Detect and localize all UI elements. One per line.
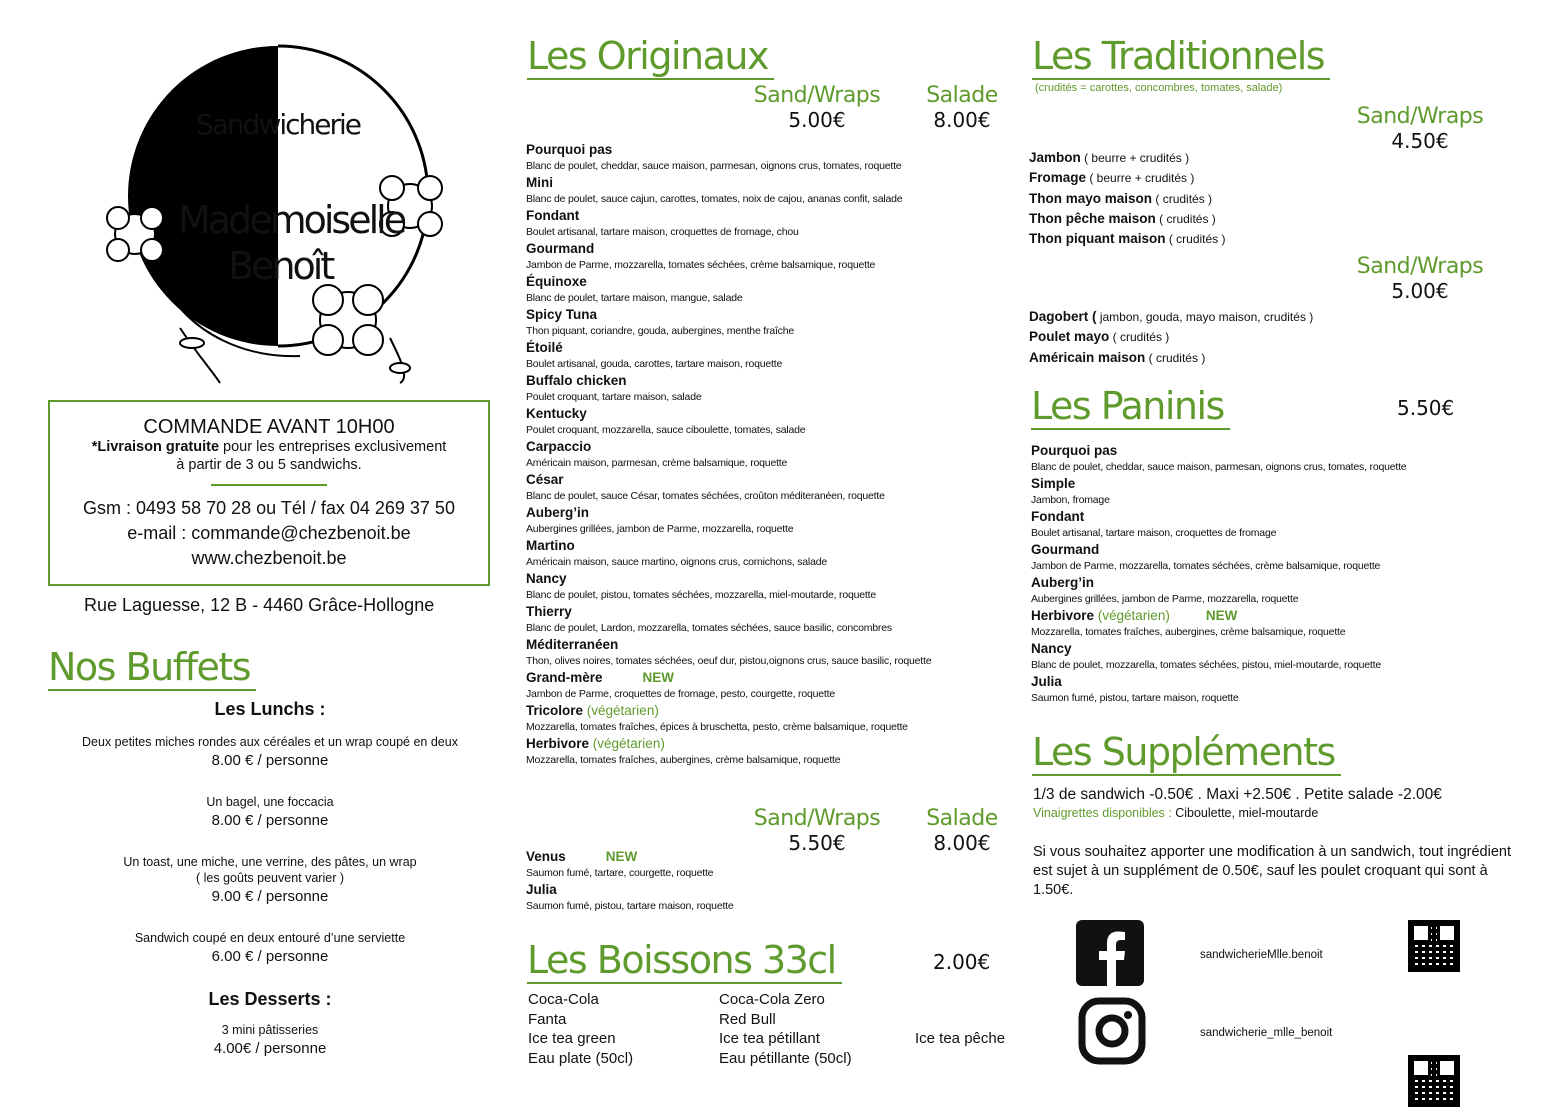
item-name-text: Spicy Tuna [526,307,598,322]
menu-item-name [526,208,1006,224]
menu-item-name [526,849,1006,865]
menu-item-name [1031,575,1511,591]
salade-price: 8.00€ [933,108,991,132]
menu-item-name [526,307,1006,323]
trad-item [1029,348,1313,368]
menu-item-name [1031,608,1511,624]
buffets-title [48,645,256,691]
trad-item [1029,209,1226,229]
buffet-desc: Un bagel, une foccacia [206,795,334,809]
salade-price-b: 8.00€ [933,831,991,855]
trad-item-name: Américain maison [1029,349,1146,365]
menu-item-name [526,340,1006,356]
logo [100,38,460,388]
beverage-item: Coca-Cola Zero [719,991,825,1008]
instagram-handle[interactable]: sandwicherie_mlle_benoit [1200,1027,1333,1039]
supplements-heading: Les Suppléments [1032,730,1341,776]
buffet-option [48,930,492,968]
item-name-text: Julia [526,882,557,897]
trad-item-name: Fromage [1029,170,1087,186]
beverage-item: Eau pétillante (50cl) [719,1049,852,1067]
trad-group2 [1029,307,1313,368]
supplements-title [1032,730,1341,776]
new-badge: NEW [642,670,675,685]
menu-item [526,373,1006,405]
item-name-text: Herbivore [526,736,590,751]
trad-price-1: 4.50€ [1391,129,1449,153]
item-name-text: Méditerranéen [526,637,619,652]
menu-item-name [526,703,1006,719]
traditionnels-title [1032,34,1330,80]
buffet-price: 8.00 € / personne [211,752,329,769]
trad-item [1029,229,1226,249]
trad-item-note: ( crudités ) [1155,211,1216,226]
menu-item-desc: Jambon de Parme, croquettes de fromage, pesto, courgette, roquette [526,688,835,700]
item-name-text: Mini [526,175,553,190]
menu-item [526,637,1006,669]
desserts-title: Les Desserts : [208,989,332,1009]
email-link[interactable]: e-mail : commande@chezbenoit.be [127,523,411,543]
menu-item-name [1031,641,1511,657]
item-name-text: Tricolore [526,703,584,718]
salade-label-b: Salade [926,806,998,831]
menu-item-desc: Saumon fumé, tartare, courgette, roquette [526,867,714,879]
beverage-item: Ice tea green [528,1030,616,1047]
vinaigrettes-line [1033,806,1318,820]
item-name-text: Martino [526,538,575,553]
originaux-heading: Les Originaux [527,34,774,80]
menu-item-desc: Blanc de poulet, sauce cajun, carottes, tomates, noix de cajou, ananas confit, salade [526,193,903,205]
new-badge: NEW [605,849,638,864]
vegetarian-tag: (végétarien) [1094,608,1170,623]
new-badge: NEW [1205,608,1238,623]
menu-item [526,703,1006,735]
menu-item-desc: Saumon fumé, pistou, tartare maison, roquette [1031,692,1239,704]
trad-item-note: ( beurre + crudités ) [1080,151,1190,165]
menu-item-name [1031,443,1511,459]
menu-item [1031,542,1511,574]
menu-item-name [526,175,1006,191]
trad-price-2: 5.00€ [1391,279,1449,303]
delivery-line [50,438,488,456]
order-title: COMMANDE AVANT 10H00 [143,416,395,438]
menu-item-desc: Boulet artisanal, tartare maison, croquettes de fromage [1031,527,1277,539]
lunchs-title: Les Lunchs : [214,699,326,719]
item-name-text: Auberg’in [1031,575,1094,590]
menu-item-desc: Aubergines grillées, jambon de Parme, mozzarella, roquette [526,523,794,535]
menu-item-desc: Américain maison, parmesan, crème balsamique, roquette [526,457,788,469]
menu-item-name [526,882,1006,898]
menu-item [526,505,1006,537]
instagram-icon[interactable] [1078,997,1146,1065]
menu-item-desc: Blanc de poulet, mozzarella, tomates séchées, pistou, miel-moutarde, roquette [1031,659,1381,671]
traditionnels-subtitle: (crudités = carottes, concombres, tomates, salade) [1035,82,1283,94]
menu-item [526,604,1006,636]
trad-item-name: Jambon [1029,150,1081,165]
item-name-text: Thierry [526,604,572,619]
trad-price-head-1 [1350,105,1490,153]
menu-item-name [526,373,1006,389]
buffet-option [48,854,492,908]
buffet-price: 4.00€ / personne [213,1040,327,1057]
trad-item-name: Dagobert ( [1029,309,1097,324]
boissons-heading: Les Boissons 33cl [527,938,842,984]
trad-label-2: Sand/Wraps [1356,254,1484,279]
menu-item-desc: Blanc de poulet, cheddar, sauce maison, parmesan, oignons crus, tomates, roquette [526,160,902,172]
originaux-title [527,34,774,80]
dessert-list [48,1022,492,1060]
traditionnels-heading: Les Traditionnels [1032,34,1330,80]
buffet-desc: 3 mini pâtisseries [221,1023,319,1037]
item-name-text: Fondant [1031,509,1085,524]
trad-item-note: jambon, gouda, mayo maison, crudités ) [1096,310,1314,324]
delivery-rest: pour les entreprises exclusivement [219,439,447,455]
menu-item-desc: Poulet croquant, mozzarella, sauce ciboulette, tomates, salade [526,424,806,436]
lunch-list [48,734,492,968]
menu-item-desc: Blanc de poulet, Lardon, mozzarella, tomates séchées, sauce basilic, concombres [526,622,892,634]
buffet-desc-note: ( les goûts peuvent varier ) [196,871,344,885]
menu-item-desc: Jambon de Parme, mozzarella, tomates séchées, crème balsamique, roquette [1031,560,1381,572]
menu-item-name [526,637,1006,653]
menu-item-desc: Blanc de poulet, sauce César, tomates séchées, croûton méditeranéen, roquette [526,490,885,502]
menu-item-desc: Blanc de poulet, tartare maison, mangue, salade [526,292,743,304]
facebook-handle[interactable]: sandwicherieMlle.benoit [1200,949,1323,961]
supplements-line1: 1/3 de sandwich -0.50€ . Maxi +2.50€ . Petite salade -2.00€ [1033,786,1442,803]
menu-item-name [526,406,1006,422]
trad-item [1029,307,1313,327]
instagram-qr-code[interactable] [1408,1055,1460,1107]
salade-label: Salade [926,83,998,108]
menu-item-desc: Mozzarella, tomates fraîches, aubergines, crème balsamique, roquette [526,754,841,766]
menu-item [526,538,1006,570]
item-name-text: Équinoxe [526,274,587,289]
originaux-list [526,142,1006,769]
trad-item [1029,327,1313,347]
trad-label-1: Sand/Wraps [1356,104,1484,129]
trad-item-note: ( crudités ) [1145,350,1206,365]
item-name-text: Herbivore [1031,608,1095,623]
menu-item-name [526,736,1006,752]
item-name-text: Fondant [526,208,580,223]
originaux-list-b [526,849,1006,915]
beverages-col1 [528,990,633,1068]
supplements-note: Si vous souhaitez apporter une modification à un sandwich, tout ingrédient est sujet à un supplément de 0.50€, sauf les poulet croquant qui sont à 1.50€. [1033,844,1511,898]
menu-item-desc: Poulet croquant, tartare maison, salade [526,391,702,403]
buffet-price: 6.00 € / personne [211,948,329,965]
menu-item-desc: Thon piquant, coriandre, gouda, aubergines, menthe fraîche [526,325,795,337]
menu-item [526,340,1006,372]
menu-item [526,406,1006,438]
address: Rue Laguesse, 12 B - 4460 Grâce-Hollogne [84,595,435,615]
menu-item [526,307,1006,339]
menu-item [526,736,1006,768]
menu-item [526,274,1006,306]
trad-item-name: Thon piquant maison [1029,231,1166,247]
menu-item-name [1031,509,1511,525]
menu-item-desc: Jambon, fromage [1031,494,1110,506]
facebook-icon[interactable] [1076,920,1144,986]
website-link[interactable]: www.chezbenoit.be [191,548,347,568]
trad-item-name: Thon mayo maison [1029,190,1153,206]
vinaigrettes-values: Ciboulette, miel-moutarde [1175,806,1319,820]
item-name-text: Pourquoi pas [526,142,613,157]
paninis-heading: Les Paninis [1031,384,1230,430]
menu-item [1031,443,1511,475]
beverage-item: Coca-Cola [528,991,599,1008]
menu-item-name [526,538,1006,554]
menu-item [526,208,1006,240]
sandwraps-price-b: 5.50€ [788,831,846,855]
menu-item [1031,674,1511,706]
menu-item-name [526,505,1006,521]
menu-item [1031,575,1511,607]
trad-item-note: ( crudités ) [1109,330,1170,345]
phone: Gsm : 0493 58 70 28 ou Tél / fax 04 269 37 50 [83,498,455,518]
trad-item-note: ( crudités ) [1165,232,1226,247]
vinaigrettes-label: Vinaigrettes disponibles : [1033,806,1176,820]
item-name-text: Simple [1031,476,1076,491]
item-name-text: Étoilé [526,340,563,355]
buffet-price: 8.00 € / personne [211,812,329,829]
paninis-list [1031,443,1511,707]
item-name-text: Grand-mère [526,670,603,685]
trad-price-head-2 [1350,255,1490,303]
menu-item [526,142,1006,174]
menu-item-desc: Mozzarella, tomates fraîches, épices à bruschetta, pesto, crème balsamique, roquette [526,721,908,733]
item-name-text: Pourquoi pas [1031,443,1118,458]
menu-item [526,439,1006,471]
trad-item-name: Poulet mayo [1029,329,1110,345]
trad-item [1029,168,1226,188]
trad-item-name: Thon pêche maison [1029,210,1156,226]
menu-item-desc: Mozzarella, tomates fraîches, aubergines, crème balsamique, roquette [1031,626,1346,638]
item-name-text: Kentucky [526,406,587,421]
menu-item-desc: Américain maison, sauce martino, oignons crus, cornichons, salade [526,556,827,568]
item-name-text: Venus [526,849,566,864]
item-name-text: Gourmand [526,241,595,256]
menu-item-desc: Saumon fumé, pistou, tartare maison, roquette [526,900,734,912]
menu-item [1031,476,1511,508]
boissons-title [527,938,842,984]
menu-item [526,849,1006,881]
beverage-item: Red Bull [719,1010,776,1028]
sandwraps-label-b: Sand/Wraps [753,806,881,831]
menu-item-name [1031,674,1511,690]
menu-item-name [526,472,1006,488]
menu-item-name [526,241,1006,257]
order-divider [211,484,327,486]
sandwraps-price: 5.00€ [788,108,846,132]
menu-item-name [1031,542,1511,558]
trad-item [1029,148,1226,168]
buffets-section [48,698,492,1060]
delivery-line2: à partir de 3 ou 5 sandwichs. [176,457,362,473]
menu-item [1031,641,1511,673]
menu-item-name [526,439,1006,455]
buffets-heading: Nos Buffets [48,645,256,691]
logo-line2: Mademoiselle [178,198,405,242]
trad-group1 [1029,148,1226,249]
menu-item-desc: Thon, olives noires, tomates séchées, oeuf dur, pistou,oignons crus, sauce basilic, roquette [526,655,932,667]
buffet-desc: Deux petites miches rondes aux céréales et un wrap coupé en deux [82,735,458,749]
menu-item [1031,608,1511,640]
trad-item [1029,189,1226,209]
order-box [48,400,490,586]
item-name-text: Gourmand [1031,542,1100,557]
logo-line3: Benoît [228,244,333,288]
menu-item-desc: Jambon de Parme, mozzarella, tomates séchées, crème balsamique, roquette [526,259,876,271]
boissons-price: 2.00€ [933,950,991,974]
paninis-price: 5.50€ [1397,396,1455,420]
menu-item-name [1031,476,1511,492]
buffet-desc: Sandwich coupé en deux entouré d’une serviette [134,931,406,945]
item-name-text: Nancy [526,571,567,586]
menu-item [1031,509,1511,541]
item-name-text: Buffalo chicken [526,373,627,388]
menu-item [526,882,1006,914]
logo-line1: Sandwicherie [196,108,361,141]
beverage-item: Ice tea pétillant [719,1030,820,1047]
item-name-text: Auberg’in [526,505,589,520]
facebook-qr-code[interactable] [1408,920,1460,972]
menu-item-desc: Aubergines grillées, jambon de Parme, mozzarella, roquette [1031,593,1299,605]
menu-item-name [526,670,1006,686]
menu-item-name [526,571,1006,587]
menu-item [526,472,1006,504]
beverages-col3 [915,1029,1005,1049]
buffet-option [48,794,492,832]
beverage-item: Eau plate (50cl) [528,1049,634,1067]
buffet-desc: Un toast, une miche, une verrine, des pâtes, un wrap [123,855,417,869]
menu-item-desc: Blanc de poulet, cheddar, sauce maison, parmesan, oignons crus, tomates, roquette [1031,461,1407,473]
menu-item [526,670,1006,702]
menu-item-desc: Boulet artisanal, gouda, carottes, tartare maison, roquette [526,358,783,370]
menu-item-desc: Blanc de poulet, pistou, tomates séchées, mozzarella, miel-moutarde, roquette [526,589,876,601]
trad-item-note: ( crudités ) [1152,191,1213,206]
menu-item [526,241,1006,273]
vegetarian-tag: (végétarien) [589,736,665,751]
item-name-text: César [526,472,564,487]
delivery-bold: *Livraison gratuite [91,439,220,455]
beverage-item: Ice tea pêche [915,1030,1006,1047]
paninis-title [1031,384,1230,430]
menu-item-desc: Boulet artisanal, tartare maison, croquettes de fromage, chou [526,226,799,238]
buffet-option [48,734,492,772]
item-name-text: Nancy [1031,641,1072,656]
buffet-option [48,1022,492,1060]
item-name-text: Julia [1031,674,1062,689]
menu-item [526,571,1006,603]
sandwraps-label: Sand/Wraps [753,83,881,108]
item-name-text: Carpaccio [526,439,592,454]
menu-item-name [526,274,1006,290]
vegetarian-tag: (végétarien) [583,703,659,718]
menu-item [526,175,1006,207]
buffet-price: 9.00 € / personne [211,888,329,905]
beverages-col2 [719,990,852,1068]
menu-item-name [526,142,1006,158]
beverage-item: Fanta [528,1010,567,1028]
trad-item-note: ( beurre + crudités ) [1086,171,1195,186]
menu-item-name [526,604,1006,620]
